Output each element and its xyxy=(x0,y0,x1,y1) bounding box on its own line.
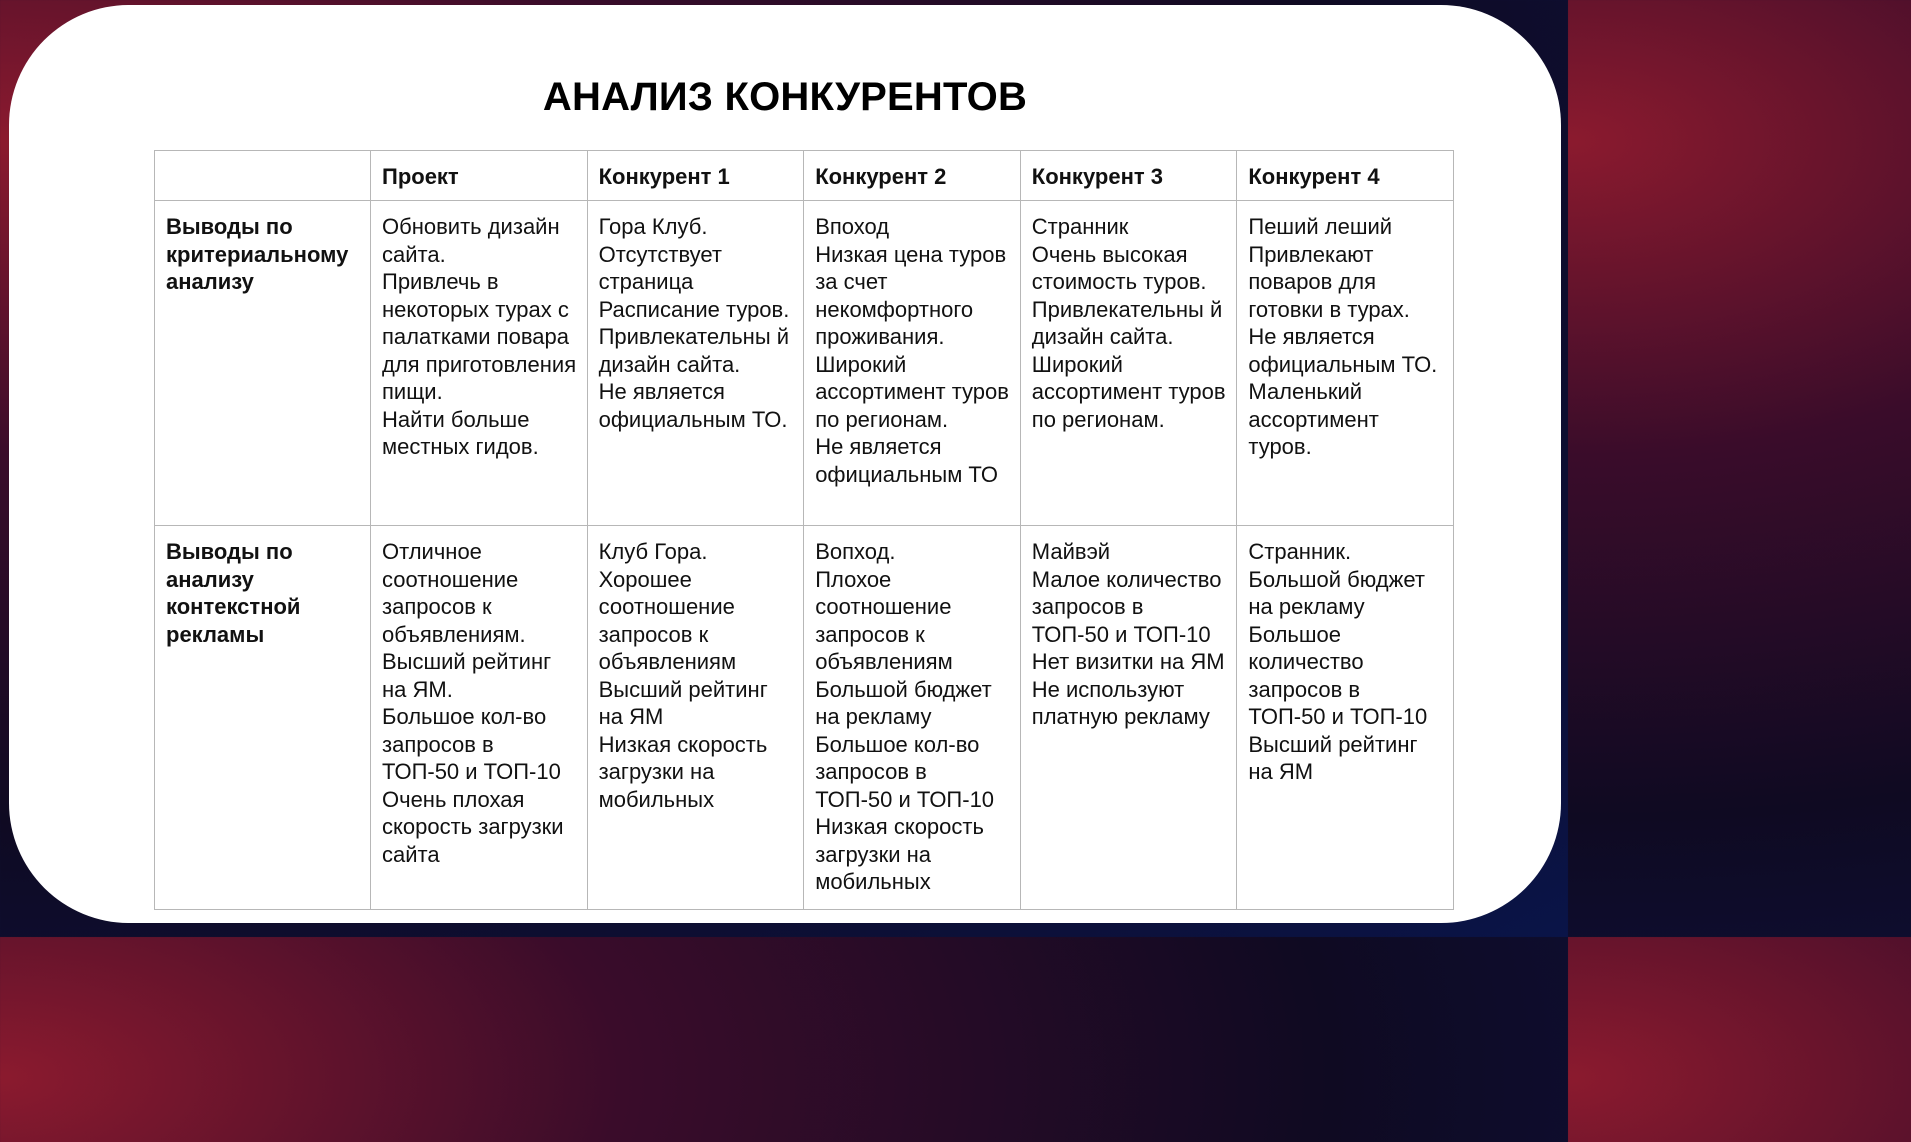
header-cell-competitor-4: Конкурент 4 xyxy=(1237,151,1454,201)
cell-criteria-competitor-2 xyxy=(804,201,1021,526)
cell-ads-competitor-4 xyxy=(1237,526,1454,910)
header-cell-competitor-3: Конкурент 3 xyxy=(1020,151,1237,201)
cell-criteria-competitor-3 xyxy=(1020,201,1237,526)
cell-text-line: Высший рейтинг на ЯМ. xyxy=(382,649,558,702)
cell-text-line: Не является официальным ТО. xyxy=(1248,324,1438,377)
cell-text-line: Большое количество запросов в ТОП-50 и ТОП-10 xyxy=(1248,621,1428,729)
cell-ads-competitor-3 xyxy=(1020,526,1237,910)
cell-text-line: Майвэй xyxy=(1031,539,1111,564)
cell-text-line: Не используют платную рекламу xyxy=(1031,676,1210,729)
cell-text-line: Отличное соотношение запросов к объявлениям. xyxy=(382,539,526,647)
header-cell-project: Проект xyxy=(371,151,588,201)
page-title: АНАЛИЗ КОНКУРЕНТОВ xyxy=(542,75,1028,119)
cell-text-line: Низкая скорость загрузки на мобильных xyxy=(598,731,774,812)
cell-text-line: Обновить дизайн сайта. xyxy=(382,214,566,267)
cell-text-line: Привлекают поваров для готовки в турах. xyxy=(1248,241,1410,322)
cell-text-line: Странник xyxy=(1031,214,1129,239)
header-cell-competitor-1: Конкурент 1 xyxy=(587,151,804,201)
slide-card xyxy=(9,5,1561,923)
cell-text-line: Низкая скорость загрузки на мобильных xyxy=(815,814,991,894)
cell-ads-competitor-2 xyxy=(804,526,1021,910)
cell-text-line: Не является официальным ТО xyxy=(815,434,998,487)
cell-ads-project xyxy=(371,526,588,910)
cell-text-line: Впоход xyxy=(815,214,890,239)
cell-text-line: Нет визитки на ЯМ xyxy=(1031,649,1225,674)
table-row-criteria-analysis xyxy=(155,201,1454,526)
cell-text-line: Широкий ассортимент туров по регионам. xyxy=(1031,351,1232,432)
cell-text-line: Пеший леший xyxy=(1248,214,1393,239)
cell-ads-competitor-1 xyxy=(587,526,804,910)
cell-criteria-project xyxy=(371,201,588,526)
cell-text-line: Очень плохая скорость загрузки сайта xyxy=(382,786,570,867)
cell-text-line: Не является официальным ТО. xyxy=(598,379,788,432)
table-header-row xyxy=(155,151,1454,201)
cell-text-line: Высший рейтинг на ЯМ xyxy=(1248,731,1424,784)
cell-text-line: Большое кол-во запросов в ТОП-50 и ТОП-10 xyxy=(382,704,561,784)
competitor-table xyxy=(154,150,1454,910)
cell-text-line: Отсутствует страница Расписание туров. xyxy=(598,241,790,322)
cell-text-line: Плохое соотношение запросов к объявлениям xyxy=(815,566,958,674)
table-row-context-ads-analysis xyxy=(155,526,1454,910)
cell-text-line: Привлекательны й дизайн сайта. xyxy=(1031,296,1229,349)
cell-text-line: Привлечь в некоторых турах с палатками повара для приготовления пищи. xyxy=(382,269,583,404)
cell-text-line: Гора Клуб. xyxy=(598,214,708,239)
header-cell-empty xyxy=(155,151,371,201)
cell-criteria-competitor-1 xyxy=(587,201,804,526)
cell-text-line: Привлекательны й дизайн сайта. xyxy=(598,324,796,377)
cell-text-line: Маленький ассортимент туров. xyxy=(1248,379,1385,459)
cell-text-line: Высший рейтинг на ЯМ xyxy=(598,676,774,729)
cell-text-line: Странник. xyxy=(1248,539,1352,564)
row-label-context-ads: Выводы по анализу контекстной рекламы xyxy=(155,526,371,910)
cell-text-line: Вопход. xyxy=(815,539,896,564)
cell-text-line: Большой бюджет на рекламу xyxy=(1248,566,1432,619)
cell-text-line: Найти больше местных гидов. xyxy=(382,406,539,459)
cell-text-line: Клуб Гора. xyxy=(598,539,708,564)
cell-criteria-competitor-4 xyxy=(1237,201,1454,526)
cell-text-line: Большой бюджет на рекламу xyxy=(815,676,998,729)
header-cell-competitor-2: Конкурент 2 xyxy=(804,151,1021,201)
cell-text-line: Широкий ассортимент туров по регионам. xyxy=(815,351,1016,432)
cell-text-line: Хорошее соотношение запросов к объявлениям xyxy=(598,566,741,674)
row-label-criteria: Выводы по критериальному анализу xyxy=(155,201,371,526)
cell-text-line: Низкая цена туров за счет некомфортного проживания. xyxy=(815,241,1013,349)
cell-text-line: Большое кол-во запросов в ТОП-50 и ТОП-10 xyxy=(815,731,995,812)
cell-text-line: Очень высокая стоимость туров. xyxy=(1031,241,1207,294)
cell-text-line: Малое количество запросов в ТОП-50 и ТОП-10 xyxy=(1031,566,1228,647)
